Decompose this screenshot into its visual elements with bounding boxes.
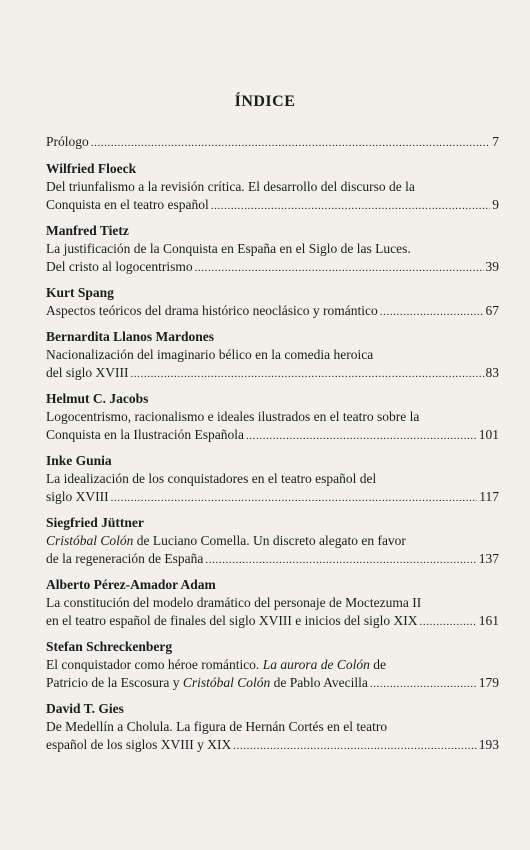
toc-line: [46, 488, 499, 507]
entry-title-line: Aspectos teóricos del drama histórico neoclásico y romántico: [46, 303, 378, 318]
entry-title-line: Conquista en la Ilustración Española: [46, 427, 244, 442]
toc-entry[interactable]: [46, 222, 499, 277]
entry-title-line: La justificación de la Conquista en España en el Siglo de las Luces.: [46, 241, 411, 256]
entry-title-line: La idealización de los conquistadores en el teatro español del: [46, 471, 377, 486]
toc-line: [46, 133, 499, 152]
author-name: Kurt Spang: [46, 285, 114, 300]
toc-entry[interactable]: [46, 390, 499, 445]
toc-line: [46, 302, 499, 321]
entry-title-text: de Pablo Avecilla: [270, 675, 368, 690]
page-number: 137: [478, 551, 499, 566]
author-name: Manfred Tietz: [46, 223, 129, 238]
page-number: 67: [485, 303, 499, 318]
toc-line: [46, 550, 499, 569]
entry-title-line: Nacionalización del imaginario bélico en la comedia heroica: [46, 347, 374, 362]
page-number: 7: [492, 134, 499, 149]
toc-entry-prologo[interactable]: [46, 133, 499, 152]
entry-title-text: de Luciano Comella. Un discreto alegato en favor: [133, 533, 406, 548]
entry-title-line: del siglo XVIII: [46, 365, 129, 380]
author-name: Siegfried Jüttner: [46, 515, 144, 530]
table-of-contents: [46, 133, 499, 762]
italic-work-title: Cristóbal Colón: [46, 533, 134, 548]
author-name: Stefan Schreckenberg: [46, 639, 173, 654]
entry-title-line: español de los siglos XVIII y XIX: [46, 737, 232, 752]
dot-leader: [246, 427, 477, 445]
entry-title-line: [46, 532, 499, 550]
dot-leader: [233, 737, 477, 755]
toc-entry[interactable]: [46, 452, 499, 507]
entry-title-line: [46, 656, 499, 674]
italic-work-title: La aurora de Colón: [262, 657, 370, 672]
page-number: 193: [478, 737, 499, 752]
toc-entry[interactable]: [46, 638, 499, 693]
author-name: Helmut C. Jacobs: [46, 391, 149, 406]
author-name: Wilfried Floeck: [46, 161, 137, 176]
author-name: David T. Gies: [46, 701, 124, 716]
page-number: 161: [478, 613, 499, 628]
page-number: 117: [479, 489, 499, 504]
dot-leader: [130, 365, 483, 383]
toc-entry[interactable]: [46, 514, 499, 569]
entry-title-line: de la regeneración de España: [46, 551, 204, 566]
entry-title-line: en el teatro español de finales del siglo XVIII e inicios del siglo XIX: [46, 613, 418, 628]
page-number: 83: [485, 365, 499, 380]
toc-line: [46, 196, 499, 215]
page-title: ÍNDICE: [234, 93, 296, 110]
author-name: Inke Gunia: [46, 453, 112, 468]
entry-title-text: de: [369, 657, 386, 672]
entry-title-line: [46, 674, 368, 692]
toc-line: [46, 674, 499, 693]
entry-title-text: El conquistador como héroe romántico.: [46, 657, 263, 672]
toc-entry[interactable]: [46, 700, 499, 755]
dot-leader: [91, 134, 490, 152]
toc-entry[interactable]: [46, 160, 499, 215]
dot-leader: [211, 197, 491, 215]
entry-title-line: Del triunfalismo a la revisión crítica. El desarrollo del discurso de la: [46, 179, 415, 194]
entry-title-text: Patricio de la Escosura y: [46, 675, 183, 690]
toc-line: [46, 736, 499, 755]
dot-leader: [195, 259, 484, 277]
entry-title-line: Conquista en el teatro español: [46, 197, 209, 212]
dot-leader: [420, 613, 477, 631]
italic-work-title: Cristóbal Colón: [182, 675, 271, 690]
page-number: 39: [485, 259, 499, 274]
dot-leader: [370, 675, 477, 693]
page-number: 9: [492, 197, 499, 212]
toc-line: [46, 612, 499, 631]
dot-leader: [111, 489, 478, 507]
entry-title-line: De Medellín a Cholula. La figura de Hernán Cortés en el teatro: [46, 719, 388, 734]
toc-entry[interactable]: [46, 328, 499, 383]
dot-leader: [205, 551, 476, 569]
entry-title-line: La constitución del modelo dramático del personaje de Moctezuma II: [46, 595, 422, 610]
author-name: Alberto Pérez-Amador Adam: [46, 577, 216, 592]
entry-title-line: Logocentrismo, racionalismo e ideales ilustrados en el teatro sobre la: [46, 409, 420, 424]
dot-leader: [380, 303, 484, 321]
toc-entry[interactable]: [46, 284, 499, 321]
entry-title: Prólogo: [46, 134, 89, 149]
author-name: Bernardita Llanos Mardones: [46, 329, 215, 344]
entry-title-line: siglo XVIII: [46, 489, 109, 504]
entry-title-line: Del cristo al logocentrismo: [46, 259, 193, 274]
page-number: 179: [478, 675, 499, 690]
toc-entry[interactable]: [46, 576, 499, 631]
toc-line: [46, 258, 499, 277]
toc-line: [46, 426, 499, 445]
page-number: 101: [478, 427, 499, 442]
toc-line: [46, 364, 499, 383]
